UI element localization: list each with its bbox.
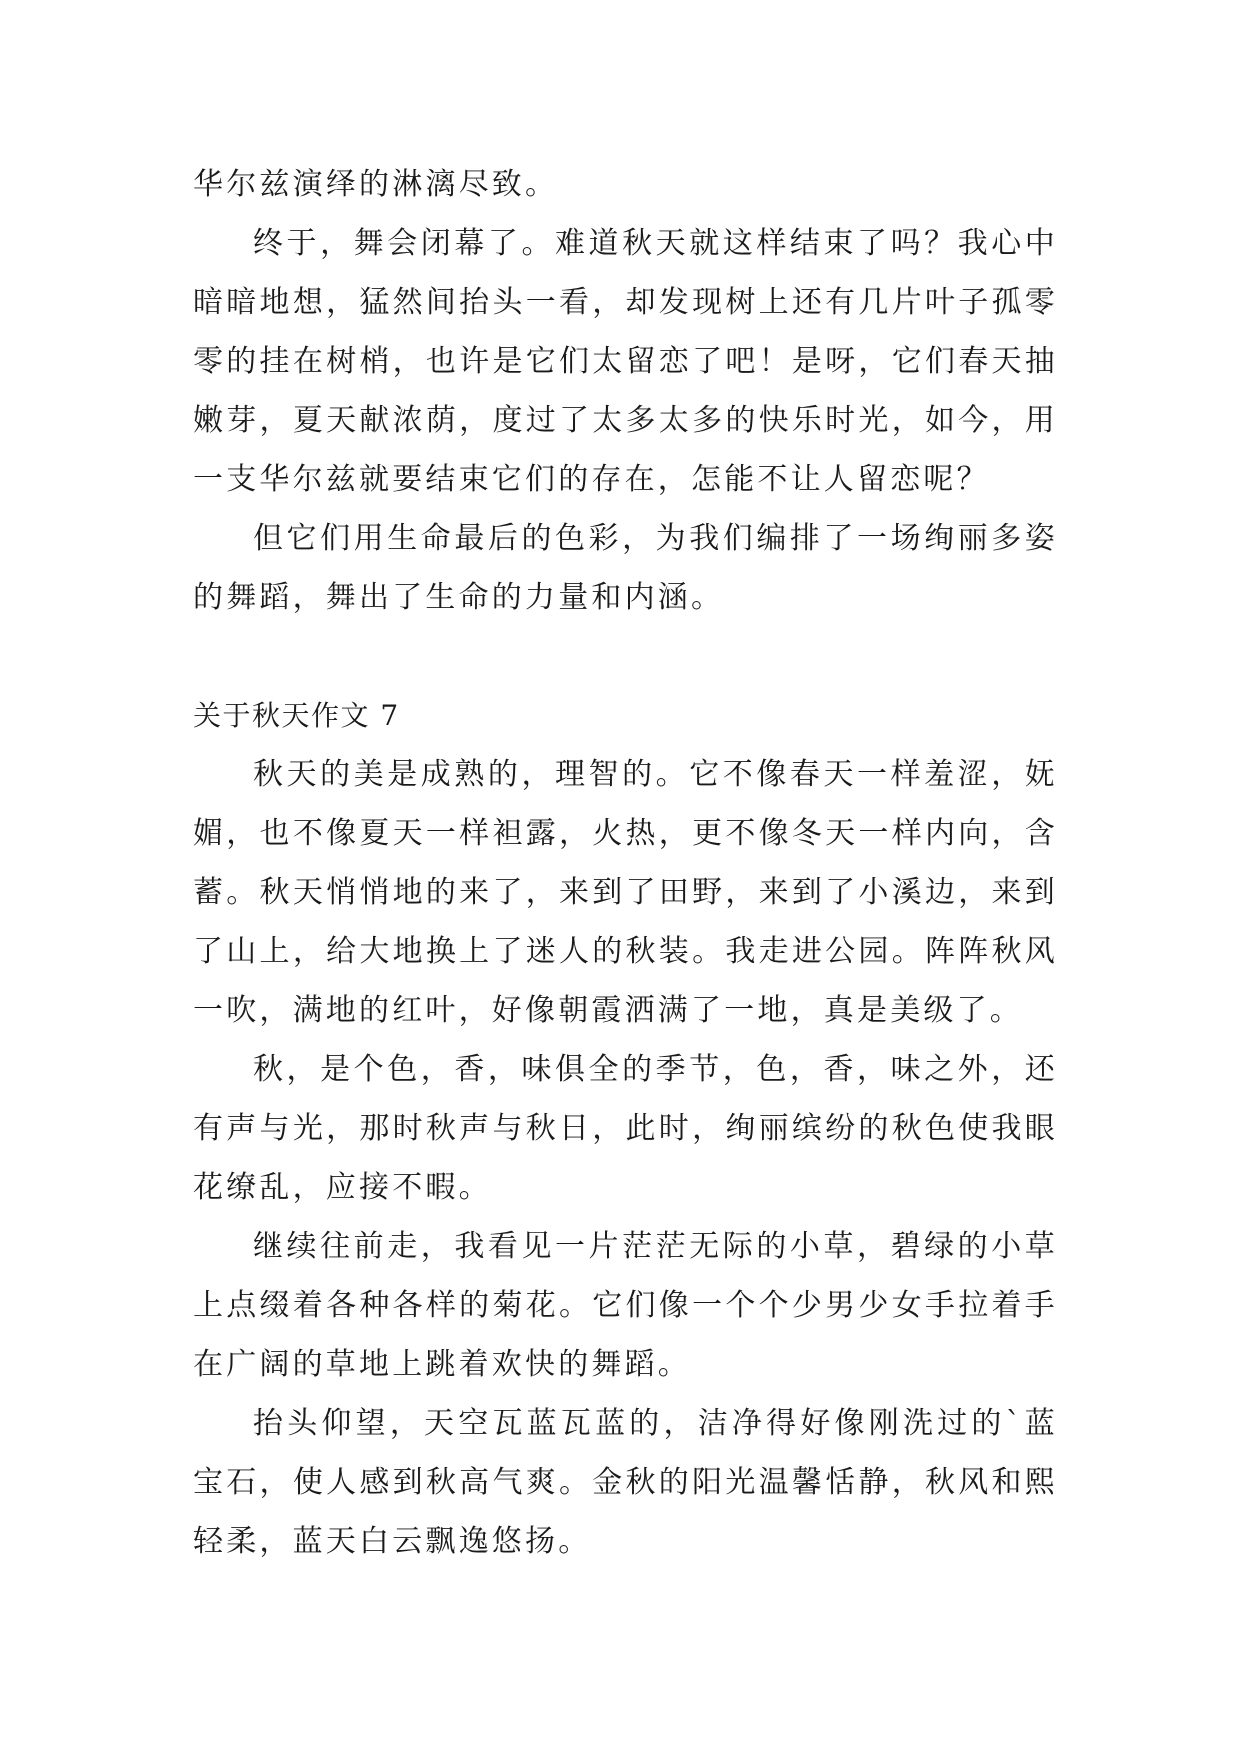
paragraph: 但它们用生命最后的色彩，为我们编排了一场绚丽多姿的舞蹈，舞出了生命的力量和内涵。: [193, 521, 1058, 615]
document-body: [193, 155, 1058, 1571]
paragraph: 抬头仰望，天空瓦蓝瓦蓝的，洁净得好像刚洗过的`蓝宝石，使人感到秋高气爽。金秋的阳光温馨恬静，秋风和熙轻柔，蓝天白云飘逸悠扬。: [193, 1406, 1058, 1559]
paragraph: 秋天的美是成熟的，理智的。它不像春天一样羞涩，妩媚，也不像夏天一样袒露，火热，更不像冬天一样内向，含蓄。秋天悄悄地的来了，来到了田野，来到了小溪边，来到了山上，给大地换上了迷人的秋装。我走进公园。阵阵秋风一吹，满地的红叶，好像朝霞洒满了一地，真是美级了。: [193, 757, 1058, 1028]
paragraph: 华尔兹演绎的淋漓尽致。: [193, 167, 559, 202]
paragraph: 终于，舞会闭幕了。难道秋天就这样结束了吗？我心中暗暗地想，猛然间抬头一看，却发现树上还有几片叶子孤零零的挂在树梢，也许是它们太留恋了吧！是呀，它们春天抽嫩芽，夏天献浓荫，度过了太多太多的快乐时光，如今，用一支华尔兹就要结束它们的存在，怎能不让人留恋呢？: [193, 226, 1058, 497]
paragraph: 秋，是个色，香，味俱全的季节，色，香，味之外，还有声与光，那时秋声与秋日，此时，绚丽缤纷的秋色使我眼花缭乱，应接不暇。: [193, 1052, 1058, 1205]
paragraph: 继续往前走，我看见一片茫茫无际的小草，碧绿的小草上点缀着各种各样的菊花。它们像一个个少男少女手拉着手在广阔的草地上跳着欢快的舞蹈。: [193, 1229, 1058, 1382]
section-title: 关于秋天作文 7: [193, 699, 400, 732]
